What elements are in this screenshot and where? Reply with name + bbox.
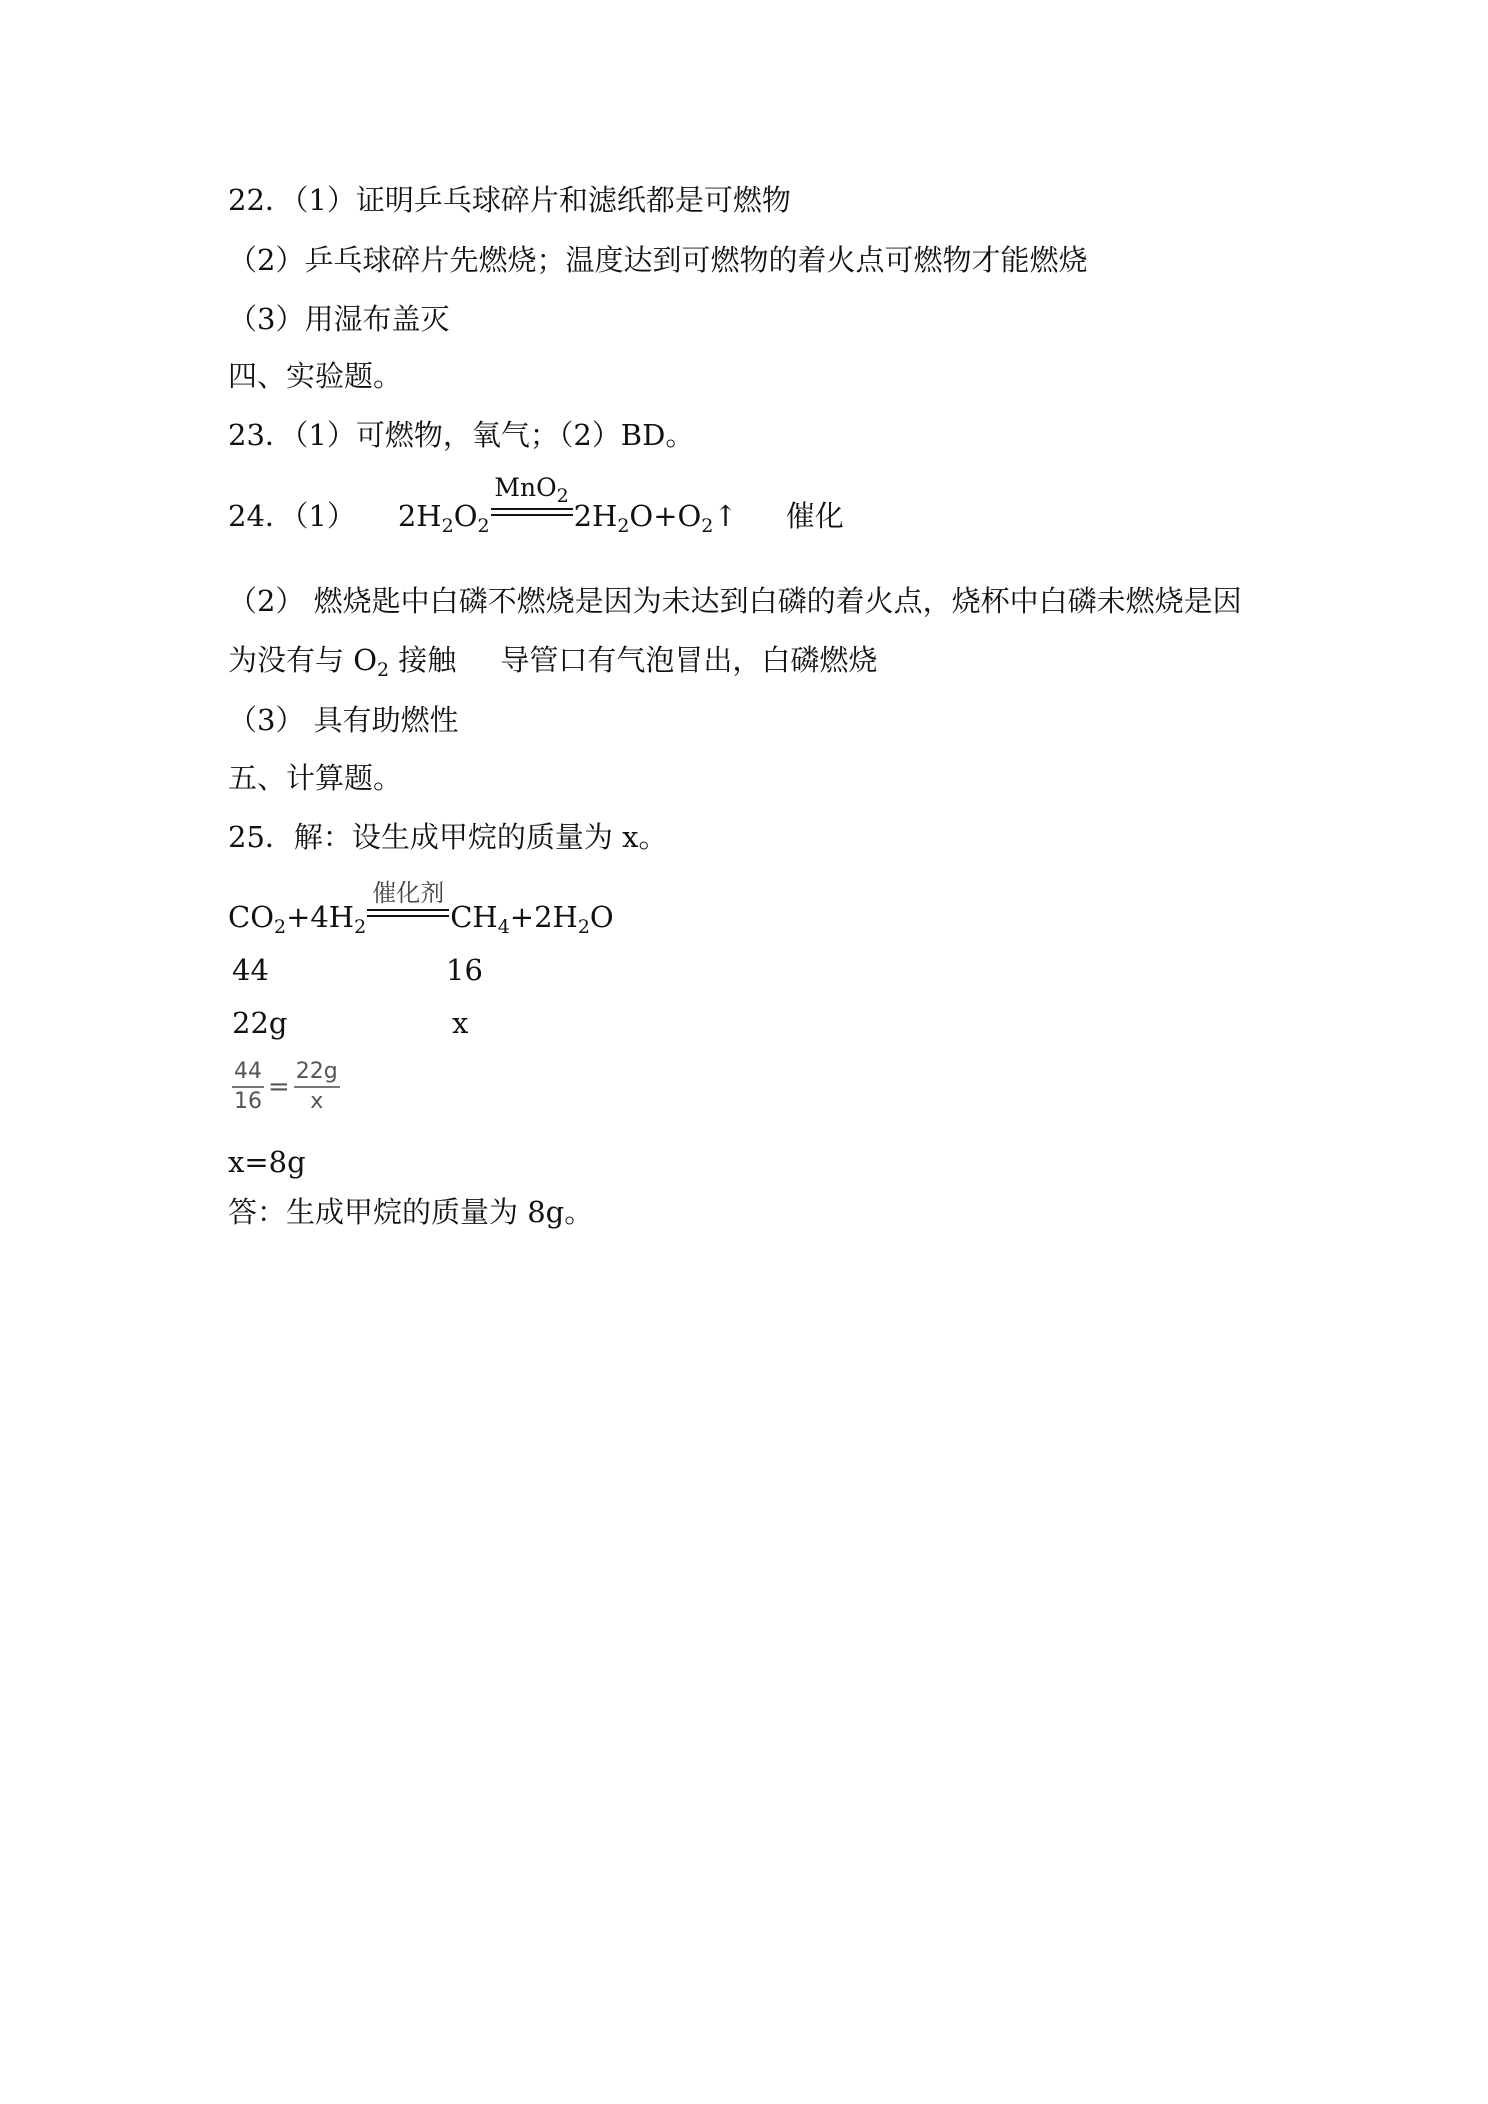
q25-value-co2: 22g bbox=[232, 1006, 288, 1040]
q23-line: 23．（1）可燃物，氧气；（2）BD。 bbox=[228, 418, 695, 452]
catalyst-label: 催化剂 bbox=[372, 879, 445, 907]
q22-line-2: （2）乒乓球碎片先燃烧；温度达到可燃物的着火点可燃物才能燃烧 bbox=[228, 243, 1088, 277]
q22-line-3: （3）用湿布盖灭 bbox=[228, 302, 450, 336]
q24-role: 催化 bbox=[785, 499, 844, 533]
section-5-heading: 五、计算题。 bbox=[228, 761, 403, 795]
q25-intro: 25．解：设生成甲烷的质量为 x。 bbox=[228, 820, 668, 854]
q24-part2-line-1: （2） 燃烧匙中白磷不燃烧是因为未达到白磷的着火点，烧杯中白磷未燃烧是因 bbox=[228, 584, 1242, 618]
q24-equation: $2H_2O_2$ MnO$_2$ $2H_2O+O_2↑$ bbox=[397, 473, 738, 537]
q25-value-x: x bbox=[452, 1006, 469, 1040]
section-4-heading: 四、实验题。 bbox=[228, 359, 403, 393]
q25-molar-mass-ch4: 16 bbox=[446, 953, 483, 987]
q25-result: x=8g bbox=[228, 1145, 306, 1179]
q25-molar-mass-co2: 44 bbox=[232, 953, 269, 987]
q25-answer: 答：生成甲烷的质量为 8g。 bbox=[228, 1195, 594, 1229]
q25-proportion: $\frac{44}{16}$ = $\frac{22g}{x}$ bbox=[234, 1059, 338, 1115]
q24-part1-line bbox=[228, 473, 844, 537]
reaction-condition: MnO$_2$ bbox=[494, 473, 569, 507]
double-line-arrow bbox=[491, 473, 573, 520]
q25-equation: $CO_2+4H_2$ 催化剂 $CH_4+2H_2O$ bbox=[228, 879, 614, 938]
double-line-arrow bbox=[367, 879, 449, 921]
q24-part2-line-2: 为没有与 $O_2$ 接触 导管口有气泡冒出，白磷燃烧 bbox=[228, 643, 878, 681]
q24-part3-line: （3） 具有助燃性 bbox=[228, 703, 459, 737]
q22-line-1: 22．（1）证明乒乓球碎片和滤纸都是可燃物 bbox=[228, 183, 791, 217]
q24-prefix: 24．（1） bbox=[228, 499, 356, 533]
